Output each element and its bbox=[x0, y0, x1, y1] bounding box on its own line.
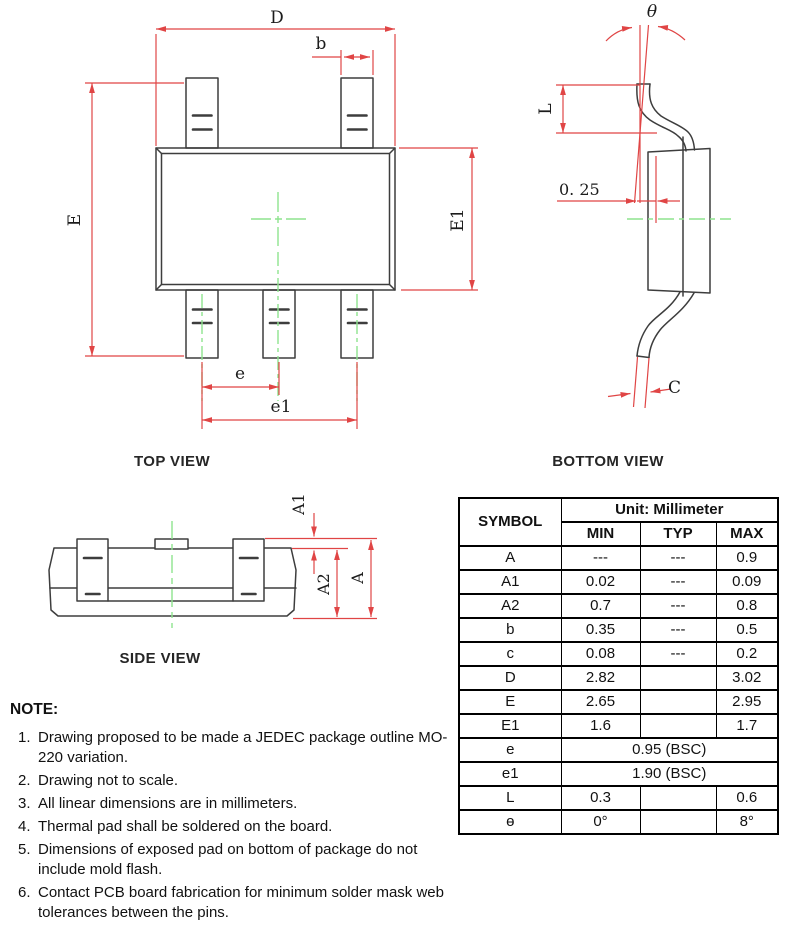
symbol-cell: e bbox=[459, 738, 561, 762]
max-cell: 0.8 bbox=[716, 594, 778, 618]
table-row bbox=[459, 762, 778, 786]
dimensions-table bbox=[458, 497, 779, 835]
notes-section bbox=[10, 700, 465, 923]
table-row bbox=[459, 546, 778, 570]
note-text: Contact PCB board fabrication for minimum solder mask web tolerances between the pins. bbox=[38, 884, 444, 921]
min-cell: 1.6 bbox=[561, 714, 640, 738]
package-body-bottom-view bbox=[637, 84, 710, 358]
max-cell: 3.02 bbox=[716, 666, 778, 690]
dim-label-e1: e1 bbox=[270, 397, 292, 417]
min-cell: 0.7 bbox=[561, 594, 640, 618]
note-text: Dimensions of exposed pad on bottom of package do not include mold flash. bbox=[38, 841, 418, 878]
symbol-cell: E1 bbox=[459, 714, 561, 738]
lead-right bbox=[233, 539, 264, 601]
max-cell: 0.5 bbox=[716, 618, 778, 642]
note-text: All linear dimensions are in millimeters. bbox=[38, 795, 298, 812]
dim-label-E1: E1 bbox=[448, 208, 468, 232]
note-number: 5. bbox=[18, 841, 31, 858]
max-cell: 0.2 bbox=[716, 642, 778, 666]
note-text: Drawing proposed to be made a JEDEC package outline MO-220 variation. bbox=[38, 729, 448, 766]
symbol-cell: D bbox=[459, 666, 561, 690]
symbol-cell: b bbox=[459, 618, 561, 642]
table-row bbox=[459, 810, 778, 834]
notes-heading: NOTE: bbox=[10, 701, 59, 718]
note-text: Drawing not to scale. bbox=[38, 772, 179, 789]
dim-label-E: E bbox=[65, 213, 85, 227]
dim-label-L: L bbox=[536, 103, 556, 115]
max-cell: 2.95 bbox=[716, 690, 778, 714]
typ-cell: --- bbox=[640, 570, 716, 594]
symbol-cell: ɵ bbox=[459, 810, 561, 834]
unit-header: Unit: Millimeter bbox=[561, 498, 778, 522]
dim-label-b: b bbox=[315, 34, 327, 54]
table-row bbox=[459, 666, 778, 690]
dim-label-A2: A2 bbox=[314, 573, 333, 595]
table-row bbox=[459, 618, 778, 642]
note-item bbox=[10, 794, 465, 814]
note-item bbox=[10, 728, 465, 768]
dim-label-D: D bbox=[270, 8, 284, 28]
min-cell: 2.82 bbox=[561, 666, 640, 690]
top-view-drawing bbox=[65, 8, 478, 429]
table-row bbox=[459, 594, 778, 618]
span-cell: 0.95 (BSC) bbox=[561, 738, 778, 762]
bottom-view-caption: BOTTOM VIEW bbox=[552, 453, 664, 470]
typ-cell bbox=[640, 714, 716, 738]
table-row bbox=[459, 786, 778, 810]
symbol-cell: A bbox=[459, 546, 561, 570]
min-cell: --- bbox=[561, 546, 640, 570]
symbol-cell: E bbox=[459, 690, 561, 714]
max-cell: 0.09 bbox=[716, 570, 778, 594]
max-cell: 0.9 bbox=[716, 546, 778, 570]
dim-label-e: e bbox=[234, 364, 246, 384]
note-item bbox=[10, 817, 465, 837]
dim-label-theta: θ bbox=[646, 2, 658, 22]
table-row bbox=[459, 642, 778, 666]
min-cell: 0.02 bbox=[561, 570, 640, 594]
note-item bbox=[10, 771, 465, 791]
note-number: 3. bbox=[18, 795, 31, 812]
note-item bbox=[10, 883, 465, 923]
dim-label-lead-offset: 0. 25 bbox=[559, 180, 600, 199]
dim-label-A: A bbox=[348, 572, 367, 584]
table-header-row bbox=[459, 498, 778, 522]
max-cell: 1.7 bbox=[716, 714, 778, 738]
pin-top-left bbox=[186, 78, 218, 148]
min-cell: 0.3 bbox=[561, 786, 640, 810]
symbol-header: SYMBOL bbox=[459, 498, 561, 546]
lead-left bbox=[77, 539, 108, 601]
symbol-cell: e1 bbox=[459, 762, 561, 786]
table-row bbox=[459, 570, 778, 594]
typ-cell bbox=[640, 786, 716, 810]
min-cell: 2.65 bbox=[561, 690, 640, 714]
top-view-caption: TOP VIEW bbox=[134, 453, 210, 470]
typ-cell: --- bbox=[640, 594, 716, 618]
typ-cell: --- bbox=[640, 546, 716, 570]
dimension-lines-top-view bbox=[85, 29, 478, 429]
max-header: MAX bbox=[716, 522, 778, 546]
symbol-cell: c bbox=[459, 642, 561, 666]
dimension-lines-bottom-view bbox=[556, 25, 685, 408]
note-item bbox=[10, 840, 465, 880]
typ-cell: --- bbox=[640, 618, 716, 642]
side-view-caption: SIDE VIEW bbox=[119, 650, 201, 667]
note-number: 6. bbox=[18, 884, 31, 901]
symbol-cell: A1 bbox=[459, 570, 561, 594]
dim-label-C: C bbox=[668, 378, 682, 398]
note-number: 4. bbox=[18, 818, 31, 835]
typ-cell bbox=[640, 810, 716, 834]
min-header: MIN bbox=[561, 522, 640, 546]
table-row bbox=[459, 738, 778, 762]
bottom-view-drawing bbox=[536, 2, 731, 408]
min-cell: 0° bbox=[561, 810, 640, 834]
max-cell: 8° bbox=[716, 810, 778, 834]
typ-cell bbox=[640, 690, 716, 714]
symbol-cell: A2 bbox=[459, 594, 561, 618]
notes-list bbox=[10, 728, 465, 923]
typ-header: TYP bbox=[640, 522, 716, 546]
body-outline-side-profile bbox=[648, 149, 710, 294]
typ-cell bbox=[640, 666, 716, 690]
span-cell: 1.90 (BSC) bbox=[561, 762, 778, 786]
typ-cell: --- bbox=[640, 642, 716, 666]
note-number: 2. bbox=[18, 772, 31, 789]
table-row bbox=[459, 690, 778, 714]
min-cell: 0.08 bbox=[561, 642, 640, 666]
min-cell: 0.35 bbox=[561, 618, 640, 642]
note-number: 1. bbox=[18, 729, 31, 746]
side-view-drawing bbox=[49, 493, 377, 628]
dimension-lines-side-view bbox=[265, 513, 377, 619]
max-cell: 0.6 bbox=[716, 786, 778, 810]
package-body-top-view bbox=[156, 78, 395, 358]
pin-top-right bbox=[341, 78, 373, 148]
symbol-cell: L bbox=[459, 786, 561, 810]
table-row bbox=[459, 714, 778, 738]
dim-label-A1: A1 bbox=[289, 493, 308, 515]
note-text: Thermal pad shall be soldered on the board. bbox=[38, 818, 333, 835]
